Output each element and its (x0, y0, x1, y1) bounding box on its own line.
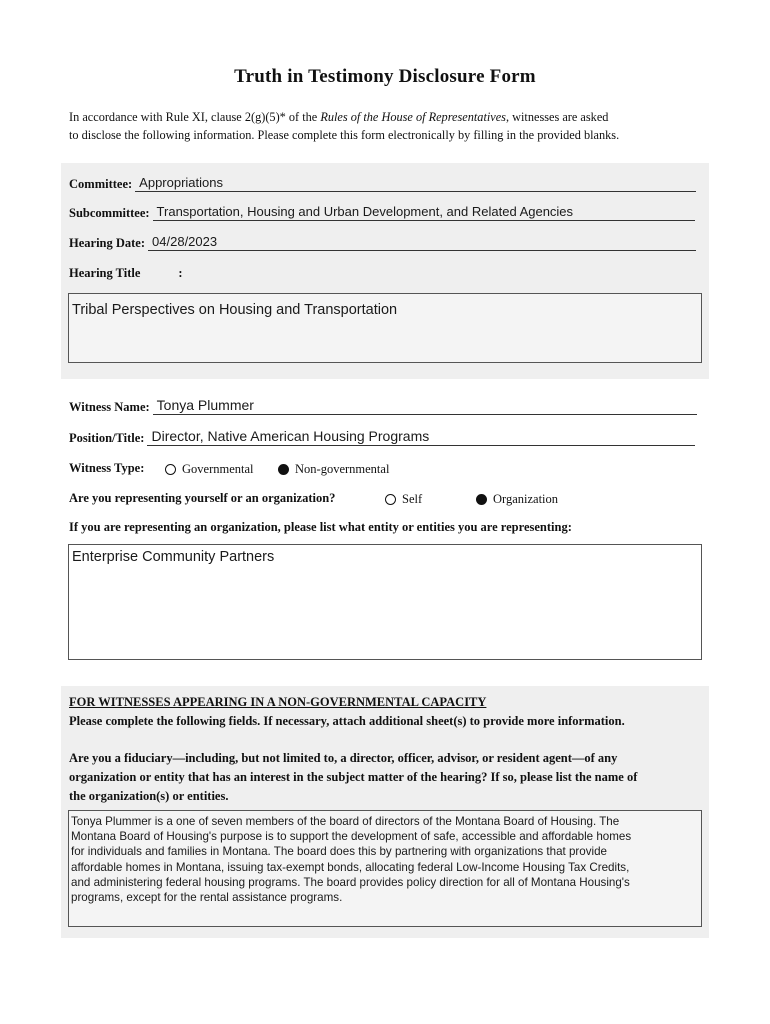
representing-row (69, 491, 335, 506)
intro-rules-reference: Rules of the House of Representatives (320, 110, 506, 124)
fiduciary-answer (69, 811, 701, 908)
fiduciary-answer-field[interactable] (68, 810, 702, 927)
hearing-title-label: Hearing Title (69, 266, 141, 280)
committee-value: Appropriations (139, 175, 223, 190)
entities-value: Enterprise Community Partners (72, 549, 275, 565)
radio-circle-filled-icon (476, 494, 487, 505)
hearing-title-field[interactable] (68, 293, 702, 363)
radio-circle-empty-icon (385, 494, 396, 505)
hearing-title-value: Tribal Perspectives on Housing and Transportation (72, 302, 398, 318)
hearing-date-value: 04/28/2023 (152, 234, 218, 249)
position-title-field[interactable] (147, 428, 695, 446)
hearing-title-row (69, 266, 183, 281)
hearing-date-label: Hearing Date: (69, 236, 146, 250)
witness-name-row (69, 397, 697, 415)
fiduciary-answer-line: affordable homes in Montana, issuing tax-exempt bonds, allocating federal Low-Income Housing Tax Credits, (71, 860, 630, 874)
radio-circle-empty-icon (165, 464, 176, 475)
nongov-heading: FOR WITNESSES APPEARING IN A NON-GOVERNMENTAL CAPACITY (69, 695, 487, 709)
witness-type-row (69, 461, 144, 476)
witness-name-field[interactable] (153, 397, 697, 415)
committee-row (69, 174, 696, 192)
fiduciary-question (69, 749, 699, 806)
subcommittee-label: Subcommittee: (69, 206, 150, 220)
subcommittee-value: Transportation, Housing and Urban Development, and Related Agencies (156, 204, 574, 219)
radio-organization-label: Organization (493, 492, 559, 506)
radio-governmental-label: Governmental (182, 462, 254, 476)
fiduciary-answer-line: for individuals and families in Montana. The board does this by partnering with organizations that provide (71, 845, 607, 859)
intro-line1-start: In accordance with Rule XI, clause 2(g)(5)* of the (69, 110, 321, 124)
committee-label: Committee: (69, 177, 133, 191)
witness-type-label: Witness Type: (69, 461, 145, 475)
hearing-title-colon: : (178, 266, 183, 280)
subcommittee-row (69, 203, 695, 221)
fiduciary-answer-line: Tonya Plummer is a one of seven members of the board of directors of the Montana Board of Housing. The (71, 815, 620, 828)
radio-self-label: Self (402, 492, 423, 506)
radio-governmental[interactable] (165, 462, 254, 477)
fiduciary-question-line: the organization(s) or entities. (69, 789, 229, 803)
form-title: Truth in Testimony Disclosure Form (234, 66, 536, 87)
subcommittee-field[interactable] (153, 203, 695, 221)
hearing-date-field[interactable] (148, 233, 696, 251)
position-title-value: Director, Native American Housing Programs (151, 428, 430, 444)
position-title-row (69, 428, 695, 446)
radio-organization[interactable] (476, 492, 558, 507)
fiduciary-question-line: organization or entity that has an interest in the subject matter of the hearing? If so, please list the name of (69, 770, 638, 784)
entities-field[interactable] (68, 544, 702, 660)
fiduciary-answer-line: programs, except for the rental assistance programs. (71, 891, 343, 905)
witness-name-value: Tonya Plummer (156, 397, 254, 413)
radio-non-governmental[interactable] (278, 462, 389, 477)
representing-question: Are you representing yourself or an organization? (69, 491, 336, 505)
radio-non-governmental-label: Non-governmental (295, 462, 390, 476)
position-title-label: Position/Title: (69, 431, 145, 445)
fiduciary-answer-line: Montana Board of Housing's purpose is to support the development of safe, accessible and affordable homes (71, 830, 632, 844)
fiduciary-answer-line: and administering federal housing programs. The board provides policy direction for all of Montana Housing's (71, 875, 630, 889)
radio-self[interactable] (385, 492, 422, 507)
entities-prompt: If you are representing an organization, please list what entity or entities you are representing: (69, 520, 572, 534)
nongov-instructions: Please complete the following fields. If necessary, attach additional sheet(s) to provide more information. (69, 714, 625, 728)
intro-line1-end: , witnesses are asked (505, 110, 609, 124)
witness-name-label: Witness Name: (69, 400, 150, 414)
hearing-date-row (69, 233, 696, 251)
fiduciary-question-line: Are you a fiduciary—including, but not limited to, a director, officer, advisor, or resident agent—of any (69, 751, 618, 765)
intro-line2: to disclose the following information. Please complete this form electronically by filling in the provided blanks. (69, 128, 620, 142)
radio-circle-filled-icon (278, 464, 289, 475)
committee-field[interactable] (135, 174, 696, 192)
intro-text (69, 108, 709, 144)
